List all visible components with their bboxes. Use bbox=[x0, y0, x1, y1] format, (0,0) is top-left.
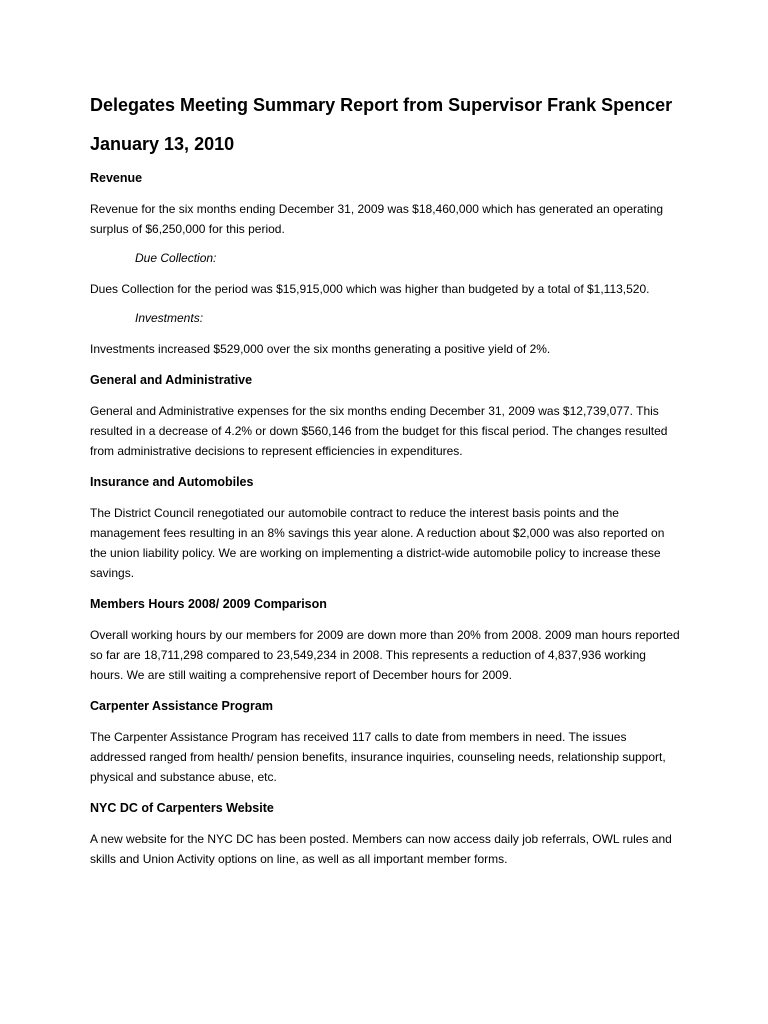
paragraph-insurance bbox=[90, 503, 680, 583]
paragraph-hours: Overall working hours by our members for 2009 are down more than 20% from 2008. 2009 man hours reported so far are 18,711,298 compared to 23,549,234 in 2008. This represents a reduction of 4,837,936 working hours. We are still waiting a comprehensive report of December hours for 2009. bbox=[90, 628, 680, 682]
subheading-investments: Investments: bbox=[135, 311, 204, 325]
document-title: Delegates Meeting Summary Report from Supervisor Frank Spencer bbox=[90, 95, 673, 115]
paragraph-website: A new website for the NYC DC has been posted. Members can now access daily job referrals, OWL rules and skills and Union Activity options on line, as well as all important member forms. bbox=[90, 832, 672, 866]
paragraph-insurance-part2: in an 8% savings this year alone. A reduction about $2,000 was also reported on the union liability policy. We are working on implementing a district-wide automobile policy to increase these savings. bbox=[90, 526, 665, 580]
section-heading-insurance: Insurance and Automobiles bbox=[90, 475, 254, 489]
section-heading-carpenter: Carpenter Assistance Program bbox=[90, 699, 273, 713]
section-heading-website: NYC DC of Carpenters Website bbox=[90, 801, 274, 815]
paragraph-insurance-part1: The District Council renegotiated our automobile contract to reduce the interest basis points and the management fees resulting bbox=[90, 506, 619, 540]
document-body bbox=[90, 92, 680, 869]
document-date: January 13, 2010 bbox=[90, 134, 235, 154]
paragraph-general: General and Administrative expenses for the six months ending December 31, 2009 was $12,739,077. This resulted in a decrease of 4.2% or down $560,146 from the budget for this fiscal period. The changes resulted from administrative decisions to represent efficiencies in expenditures. bbox=[90, 404, 668, 458]
section-heading-hours: Members Hours 2008/ 2009 Comparison bbox=[90, 597, 327, 611]
subheading-due-collection: Due Collection: bbox=[135, 251, 217, 265]
section-heading-revenue: Revenue bbox=[90, 171, 143, 185]
paragraph-due-collection: Dues Collection for the period was $15,915,000 which was higher than budgeted by a total of $1,113,520. bbox=[90, 282, 650, 296]
paragraph-revenue: Revenue for the six months ending December 31, 2009 was $18,460,000 which has generated an operating surplus of $6,250,000 for this period. bbox=[90, 202, 664, 236]
paragraph-investments: Investments increased $529,000 over the six months generating a positive yield of 2%. bbox=[90, 342, 551, 356]
paragraph-carpenter: The Carpenter Assistance Program has received 117 calls to date from members in need. The issues addressed ranged from health/ pension benefits, insurance inquiries, counseling needs, relationship support, physical and substance abuse, etc. bbox=[90, 730, 666, 784]
section-heading-general: General and Administrative bbox=[90, 373, 253, 387]
